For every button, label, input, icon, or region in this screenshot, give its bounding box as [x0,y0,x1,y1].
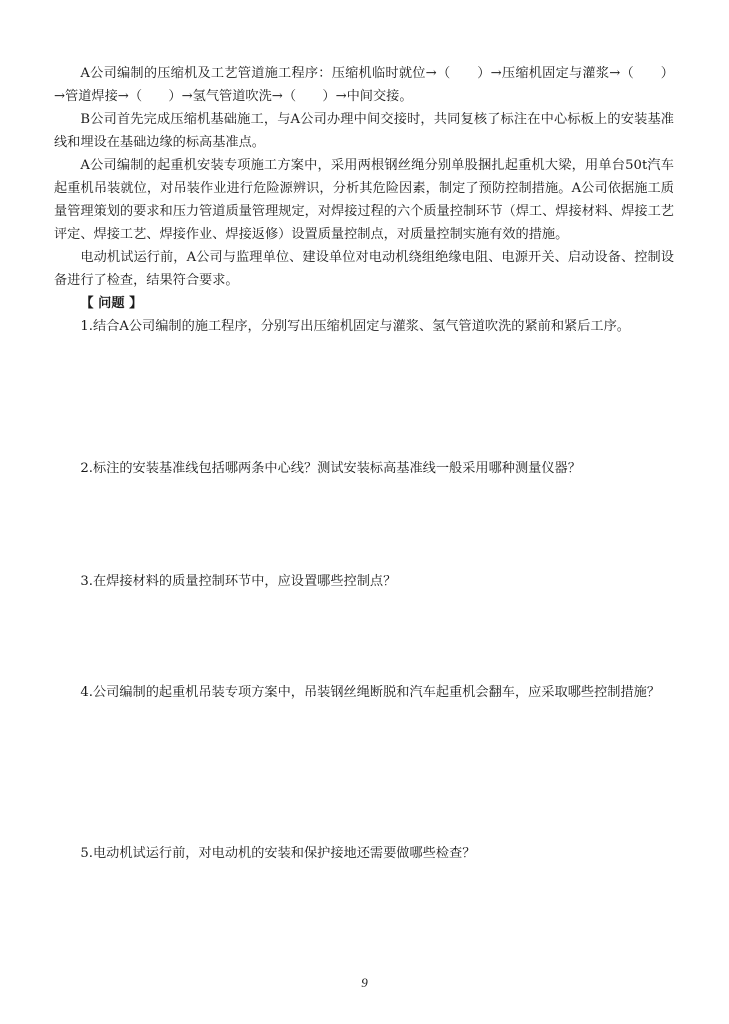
question-5: 5.电动机试运行前，对电动机的安装和保护接地还需要做哪些检查？ [80,846,476,861]
question-4: 4.公司编制的起重机吊装专项方案中，吊装钢丝绳断脱和汽车起重机会翻车，应采取哪些控制措施？ [80,685,661,700]
question-2: 2.标注的安装基准线包括哪两条中心线？测试安装标高基准线一般采用哪种测量仪器？ [80,461,581,476]
page-number: 9 [361,975,368,990]
question-3-block [54,570,674,593]
paragraph-motor-check: 电动机试运行前，A公司与监理单位、建设单位对电动机绕组绝缘电阻、电源开关、启动设备、控制设备进行了检查，结果符合要求。 [54,250,674,288]
paragraph-crane-plan: A公司编制的起重机安装专项施工方案中，采用两根钢丝绳分别单股捆扎起重机大梁，用单台50t汽车起重机吊装就位，对吊装作业进行危险源辨识，分析其危险因素，制定了预防控制措施。A公司依据施工质量管理策划的要求和压力管道质量管理规定，对焊接过程的六个质量控制环节（焊工、焊接材料、焊接工艺评定、焊接工艺、焊接作业、焊接返修）设置质量控制点，对质量控制实施有效的措施。 [54,158,674,242]
question-5-block [54,842,674,865]
question-4-block [54,681,674,704]
question-3: 3.在焊接材料的质量控制环节中，应设置哪些控制点？ [80,574,397,589]
questions-heading: 【 问题 】 [80,296,143,311]
paragraph-handover: B公司首先完成压缩机基础施工，与A公司办理中间交接时，共同复核了标注在中心标板上的安装基准线和埋设在基础边缘的标高基准点。 [54,112,674,150]
paragraph-construction-procedure: A公司编制的压缩机及工艺管道施工程序：压缩机临时就位→（ ）→压缩机固定与灌浆→（ ）→管道焊接→（ ）→氢气管道吹洗→（ ）→中间交接。 [54,66,674,104]
question-1: 1.结合A公司编制的施工程序，分别写出压缩机固定与灌浆、氢气管道吹洗的紧前和紧后工序。 [80,319,630,334]
case-text [54,62,674,338]
question-2-block [54,457,674,480]
